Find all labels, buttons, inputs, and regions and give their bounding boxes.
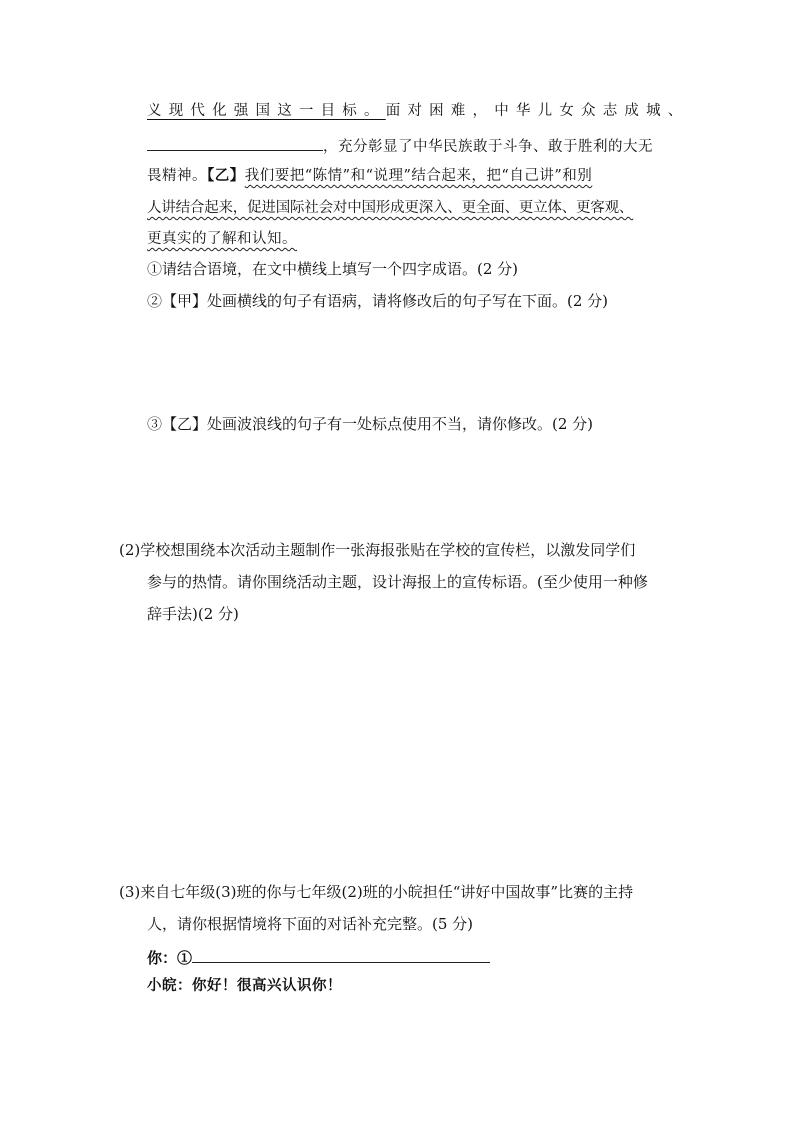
- dialogue-xiaowan-line: 小皖：你好！很高兴认识你！: [147, 977, 342, 994]
- sub-question-2: ②【甲】处画横线的句子有语病，请将修改后的句子写在下面。(2 分): [147, 292, 609, 310]
- yi-wavy-sentence-part-1: 我们要把“陈情”和“说理”结合起来，把“自己讲”和别: [244, 168, 593, 184]
- question-3-line-1: (3)来自七年级(3)班的你与七年级(2)班的小皖担任“讲好中国故事”比赛的主持: [119, 883, 634, 901]
- you-label: 你：①: [147, 949, 193, 967]
- question-3-line-2: 人，请你根据情境将下面的对话补充完整。(5 分): [147, 915, 474, 933]
- idiom-fill-blank[interactable]: [147, 134, 323, 151]
- passage-line-2-rest: ，充分彰显了中华民族敢于斗争、敢于胜利的大无: [323, 139, 653, 155]
- jia-underlined-sentence-end: 义现代化强国这一目标。: [147, 103, 386, 119]
- yi-wavy-sentence-part-2: 人讲结合起来，促进国际社会对中国形成更深入、更全面、更立体、更客观、: [147, 200, 634, 216]
- yi-wavy-sentence-part-3: 更真实的了解和认知。: [147, 231, 297, 247]
- passage-line-5: [147, 229, 297, 249]
- question-2-line-2: 参与的热情。请你围绕活动主题，设计海报上的宣传标语。(至少使用一种修: [147, 573, 648, 591]
- passage-line-4: [147, 198, 633, 218]
- passage-line-1: [147, 101, 690, 121]
- passage-line-3-start: 畏精神。: [147, 168, 207, 184]
- passage-line-2: [147, 134, 653, 157]
- passage-line-1-rest: 面对困难，中华儿女众志成城、: [385, 103, 690, 119]
- sub-question-1: ①请结合语境，在文中横线上填写一个四字成语。(2 分): [147, 260, 519, 278]
- yi-marker: 【乙】: [207, 167, 245, 184]
- question-2-line-1: (2)学校想围绕本次活动主题制作一张海报张贴在学校的宣传栏，以激发同学们: [119, 541, 636, 559]
- sub-question-3: ③【乙】处画波浪线的句子有一处标点使用不当，请你修改。(2 分): [147, 415, 594, 433]
- question-2-line-3: 辞手法)(2 分): [147, 605, 239, 623]
- passage-line-3: [147, 166, 592, 186]
- you-answer-blank[interactable]: [192, 946, 490, 963]
- dialogue-you-line: [147, 946, 490, 968]
